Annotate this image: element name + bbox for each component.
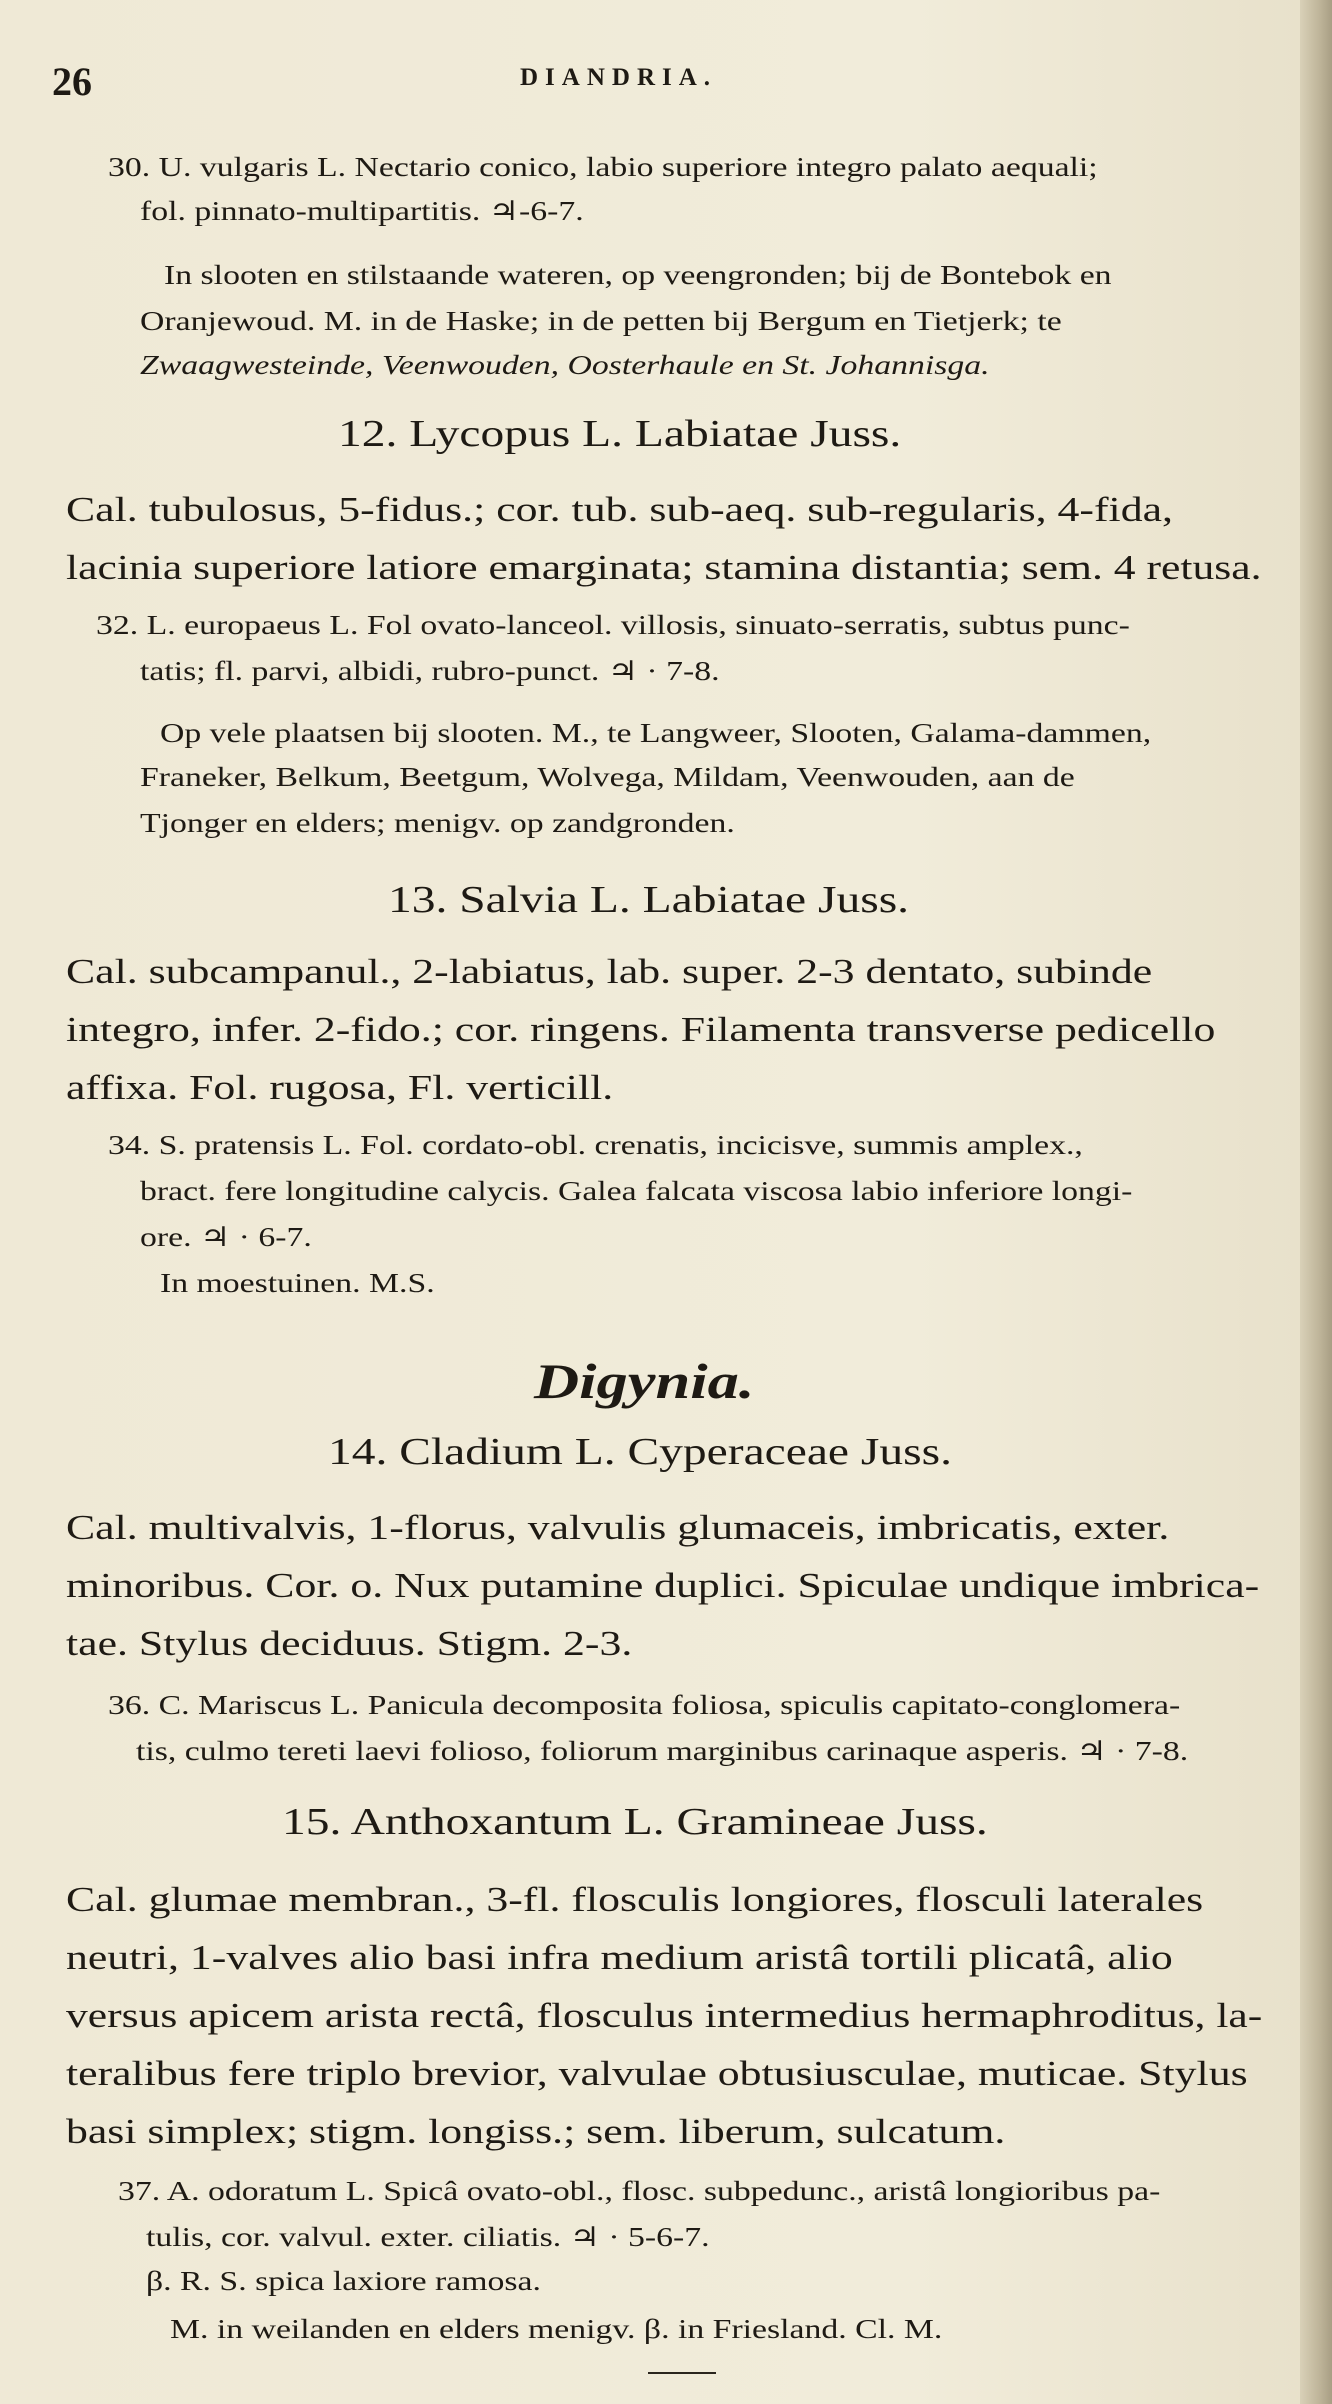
text-line: 37. A. odoratum L. Spicâ ovato-obl., flosc. subpedunc., aristâ longioribus pa- <box>118 2176 1161 2206</box>
text-line: Tjonger en elders; menigv. op zandgronden. <box>140 808 735 838</box>
text-line: In moestuinen. M.S. <box>160 1268 435 1298</box>
text-line: basi simplex; stigm. longiss.; sem. liberum, sulcatum. <box>66 2112 1006 2151</box>
text-line: Op vele plaatsen bij slooten. M., te Langweer, Slooten, Galama-dammen, <box>160 718 1152 748</box>
text-line: affixa. Fol. rugosa, Fl. verticill. <box>66 1068 614 1107</box>
text-line: 34. S. pratensis L. Fol. cordato-obl. crenatis, incicisve, summis amplex., <box>108 1130 1083 1160</box>
bottom-rule <box>648 2372 716 2374</box>
text-line: 13. Salvia L. Labiatae Juss. <box>388 879 910 921</box>
text-line: teralibus fere triplo brevior, valvulae obtusiusculae, muticae. Stylus <box>66 2054 1248 2093</box>
text-line: fol. pinnato-multipartitis. ♃-6-7. <box>140 196 584 226</box>
text-line: tis, culmo tereti laevi folioso, foliorum marginibus carinaque asperis. ♃ · 7-8. <box>136 1736 1189 1766</box>
text-line: Zwaagwesteinde, Veenwouden, Oosterhaule en St. Johannisga. <box>140 350 990 380</box>
text-line: 15. Anthoxantum L. Gramineae Juss. <box>282 1801 988 1843</box>
text-line: ore. ♃ · 6-7. <box>140 1222 312 1252</box>
text-line: Oranjewoud. M. in de Haske; in de petten bij Bergum en Tietjerk; te <box>140 306 1062 336</box>
text-line: minoribus. Cor. o. Nux putamine duplici. Spiculae undique imbrica- <box>66 1566 1260 1605</box>
text-line: Cal. multivalvis, 1-florus, valvulis glumaceis, imbricatis, exter. <box>66 1508 1170 1547</box>
page-header <box>0 58 1300 118</box>
text-line: Digynia. <box>534 1353 755 1409</box>
text-line: 36. C. Mariscus L. Panicula decomposita foliosa, spiculis capitato-conglomera- <box>108 1690 1181 1720</box>
text-line: Cal. tubulosus, 5-fidus.; cor. tub. sub-aeq. sub-regularis, 4-fida, <box>66 490 1173 529</box>
page-edge <box>1300 0 1332 2404</box>
text-line: lacinia superiore latiore emarginata; stamina distantia; sem. 4 retusa. <box>66 548 1262 587</box>
text-line: tae. Stylus deciduus. Stigm. 2-3. <box>66 1624 633 1663</box>
text-line: 12. Lycopus L. Labiatae Juss. <box>338 413 902 455</box>
text-line: In slooten en stilstaande wateren, op veengronden; bij de Bontebok en <box>164 260 1112 290</box>
page-number: 26 <box>52 59 92 104</box>
text-line: 30. U. vulgaris L. Nectario conico, labio superiore integro palato aequali; <box>108 152 1098 182</box>
text-line: M. in weilanden en elders menigv. β. in Friesland. Cl. M. <box>170 2314 943 2344</box>
text-line: tulis, cor. valvul. exter. ciliatis. ♃ · 5-6-7. <box>146 2222 710 2252</box>
text-line: 32. L. europaeus L. Fol ovato-lanceol. villosis, sinuato-serratis, subtus punc- <box>96 610 1130 640</box>
text-line: integro, infer. 2-fido.; cor. ringens. Filamenta transverse pedicello <box>66 1010 1216 1049</box>
text-line: versus apicem arista rectâ, flosculus intermedius hermaphroditus, la- <box>66 1996 1263 2035</box>
text-line: 14. Cladium L. Cyperaceae Juss. <box>328 1431 952 1473</box>
text-line: Cal. glumae membran., 3-fl. flosculis longiores, flosculi laterales <box>66 1880 1204 1919</box>
text-line: neutri, 1-valves alio basi infra medium aristâ tortili plicatâ, alio <box>66 1938 1173 1977</box>
text-line: Cal. subcampanul., 2-labiatus, lab. super. 2-3 dentato, subinde <box>66 952 1153 991</box>
text-line: β. R. S. spica laxiore ramosa. <box>146 2266 541 2296</box>
text-line: tatis; fl. parvi, albidi, rubro-punct. ♃ · 7-8. <box>140 656 720 686</box>
running-head: DIANDRIA. <box>520 64 718 91</box>
text-line: Franeker, Belkum, Beetgum, Wolvega, Mildam, Veenwouden, aan de <box>140 762 1075 792</box>
text-line: bract. fere longitudine calycis. Galea falcata viscosa labio inferiore longi- <box>140 1176 1133 1206</box>
